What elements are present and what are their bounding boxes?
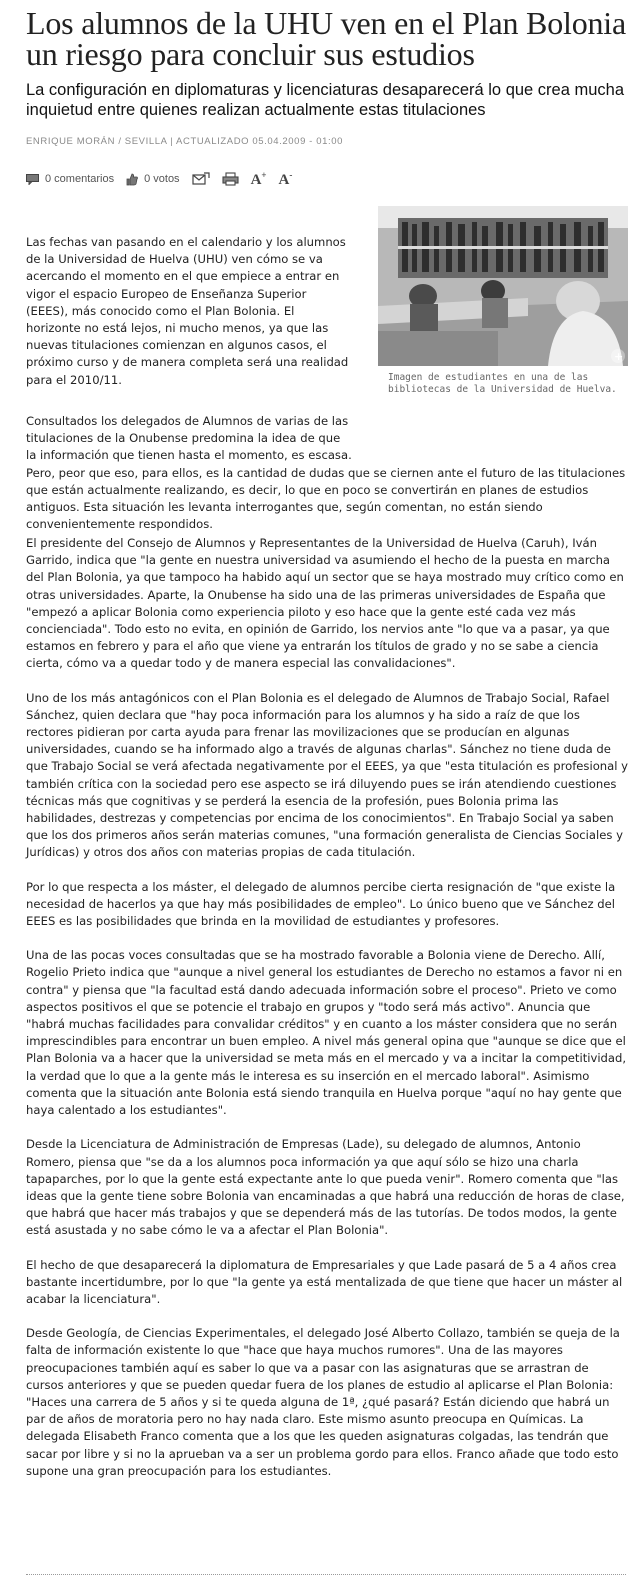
headline: Los alumnos de la UHU ven en el Plan Bolonia un riesgo para concluir sus estudios bbox=[26, 5, 626, 72]
paragraph-3: El presidente del Consejo de Alumnos y Representantes de la Universidad de Huelva (Caruh), Iván Garrido, indica que "la gente en nuestra universidad va asumiendo el hecho de la puesta en marcha del Plan Bolonia, ya que tampoco ha habido aquí un sector que se haya mostrado muy crítico como en otras universidades. Aparte, la Onubense ha sido una de las primeras universidades de España que "empezó a aplicar Bolonia como experiencia piloto y eso hace que la gente esté cada vez más concienciada". Todo esto no evita, en opinión de Garrido, los nervios ante "lo que va a pasar, ya que estamos en febrero y para el año que viene ya entrarán los títulos de grado y no se sabe a ciencia cierta, cómo va a quedar todo y de manera especial las convalidaciones". bbox=[26, 536, 624, 671]
byline: ENRIQUE MORÁN / SEVILLA | ACTUALIZADO 05.04.2009 - 01:00 bbox=[26, 136, 343, 147]
subtitle: La configuración en diplomaturas y licenciaturas desaparecerá lo que crea mucha inquietud entre quienes realizan actualmente estas titulaciones bbox=[26, 81, 625, 119]
comments-count: 0 comentarios bbox=[45, 173, 115, 185]
paragraph-2-part-1: Consultados los delegados de Alumnos de varias de las titulaciones de la Onubense predomina la idea de que la información que tienen hasta el momento, es escasa. bbox=[26, 414, 352, 463]
paragraph-9: Desde Geología, de Ciencias Experimentales, el delegado José Alberto Collazo, también se queja de la falta de información existente lo que "hace que haya muchos rumores". Una de las mayores preocupaciones también aquí es saber lo que va a pasar con las asignaturas que se arrastran de cursos anteriores y que se pueden quedar fuera de los planes de estudio al aplicarse el Plan Bolonia: "Haces una carrera de 5 años y si te queda alguna de 1ª, ¿qué pasará? Están diciendo que habrá un par de años de moratoria pero no hay nada claro. Este mismo asunto preocupa en Químicas. La delegada Elisabeth Franco comenta que a los que les queden asignaturas colgadas, las tendrán que sacar por libre y si no la aprueban va a ser un problema gordo para ellos. Franco añade que todo esto supone una gran preocupación para los estudiantes. bbox=[26, 1326, 620, 1478]
font-decrease-icon: A bbox=[278, 171, 290, 188]
paragraph-4: Uno de los más antagónicos con el Plan Bolonia es el delegado de Alumnos de Trabajo Social, Rafael Sánchez, quien declara que "hay poca información para los alumnos y ha sido a raíz de que los rectores pidieran por carta ayuda para frenar las movilizaciones que se producían en algunas universidades, cuando se ha informado algo a través de algunas charlas". Sánchez no tiene duda de que Trabajo Social se verá afectada negativamente por el EEES, ya que "esta titulación es profesional y también crítica con la sociedad pero ese aspecto se irá diluyendo pues se irán atendiendo cuestiones técnicas más que cognitivas y se perderá la esencia de la profesión, pues Bolonia prima las habilidades, destrezas y competencias por encima de los conocimientos". En Trabajo Social ya saben que los dos primeros años serán materias comunes, "una formación generalista de Ciencias Sociales y Jurídicas) y otros dos años con materias propias de cada titulación. bbox=[26, 690, 629, 860]
paragraph-8: El hecho de que desaparecerá la diplomatura de Empresariales y que Lade pasará de 5 a 4 años crea bastante incertidumbre, por lo que "la gente ya está mentalizada de que tiene que hacer un máster al acabar la licenciatura". bbox=[26, 1257, 623, 1306]
article-image bbox=[378, 206, 628, 396]
vote-link[interactable] bbox=[126, 173, 179, 186]
font-increase-icon: A bbox=[250, 171, 262, 188]
print-button[interactable] bbox=[222, 172, 239, 186]
bottom-divider bbox=[26, 1574, 626, 1575]
comments-link[interactable] bbox=[26, 173, 114, 185]
votes-count: 0 votos bbox=[144, 173, 180, 185]
plus-icon: + bbox=[614, 350, 624, 363]
paragraph-6: Una de las pocas voces consultadas que se ha mostrado favorable a Bolonia viene de Derecho. Allí, Rogelio Prieto indica que "aunque a nivel general los estudiantes de Derecho no estamos a favor ni en contra" y piensa que "la facultad está dando adecuada información sobre el proceso". Prieto ve como aspectos positivos el que se potencie el trabajo en grupos y "todo será más activo". Anuncia que "habrá muchas facilidades para convalidar créditos" y en cuanto a los máster considera que no serán imprescindibles para encontrar un buen empleo. A nivel más general opina que "aunque se dice que el Plan Bolonia va a hacer que la universidad se meta más en el mercado y va a incitar la competitividad, la verdad que lo que a la gente más le interesa es su inserción en el mercado laboral". Asimismo comenta que la situación ante Bolonia está siendo tranquila en Huelva porque "aquí no hay gente que haya calentado a los estudiantes". bbox=[26, 948, 627, 1118]
article bbox=[26, 5, 629, 1478]
comments-icon bbox=[26, 174, 39, 185]
print-icon bbox=[222, 172, 239, 186]
font-increase-button[interactable]: A+ bbox=[250, 169, 267, 188]
image-caption: Imagen de estudiantes en una de las bibliotecas de la Universidad de Huelva. bbox=[388, 372, 617, 395]
article-toolbar bbox=[26, 171, 628, 187]
paragraph-2 bbox=[26, 413, 626, 533]
vote-icon bbox=[126, 173, 138, 186]
paragraph-7: Desde la Licenciatura de Administración de Empresas (Lade), su delegado de alumnos, Antonio Romero, piensa que "se da a los alumnos poca información ya que aquí sólo se hizo una charla tapaparches, por lo que la gente está expectante ante lo que pueda venir". Romero comenta que "las ideas que la gente tiene sobre Bolonia van encaminadas a que habrá una reducción de horas de clase, que habrá que hacer más trabajos y que se dependerá más de las tutorías. De todos modos, la gente está asustada y no sabe cómo le va a afectar el Plan Bolonia". bbox=[26, 1137, 625, 1238]
font-decrease-button[interactable]: A- bbox=[278, 169, 293, 188]
paragraph-5: Por lo que respecta a los máster, el delegado de alumnos percibe cierta resignación de "que existe la necesidad de hacerlos ya que hay más posibilidades de empleo". Lo único bueno que ve Sánchez del EEES es las posibilidades que brinda en la movilidad de estudiantes y profesores. bbox=[26, 879, 616, 929]
paragraph-2-part-2: Pero, peor que eso, para ellos, es la cantidad de dudas que se ciernen ante el futuro de las titulaciones que están actualmente realizando, es decir, lo que en poco se convertirán en planes de estudios antiguos. Esta situación les levanta interrogantes que, según comentan, no están siendo convenientemente respondidos. bbox=[26, 465, 626, 532]
paragraph-1: Las fechas van pasando en el calendario y los alumnos de la Universidad de Huelva (UHU) ven cómo se va acercando el momento en el que empiece a entrar en vigor el espacio Europeo de Enseñanza Superior (EEES), más conocido como el Plan Bolonia. El horizonte no está lejos, ni mucho menos, ya que las nuevas titulaciones comienzan en algunos casos, el próximo curso y de manera completa será una realidad para el 2010/11. bbox=[26, 235, 349, 387]
library-photo[interactable] bbox=[378, 206, 628, 366]
send-icon bbox=[192, 172, 210, 186]
send-button[interactable] bbox=[192, 172, 210, 186]
article-body bbox=[26, 535, 628, 1497]
